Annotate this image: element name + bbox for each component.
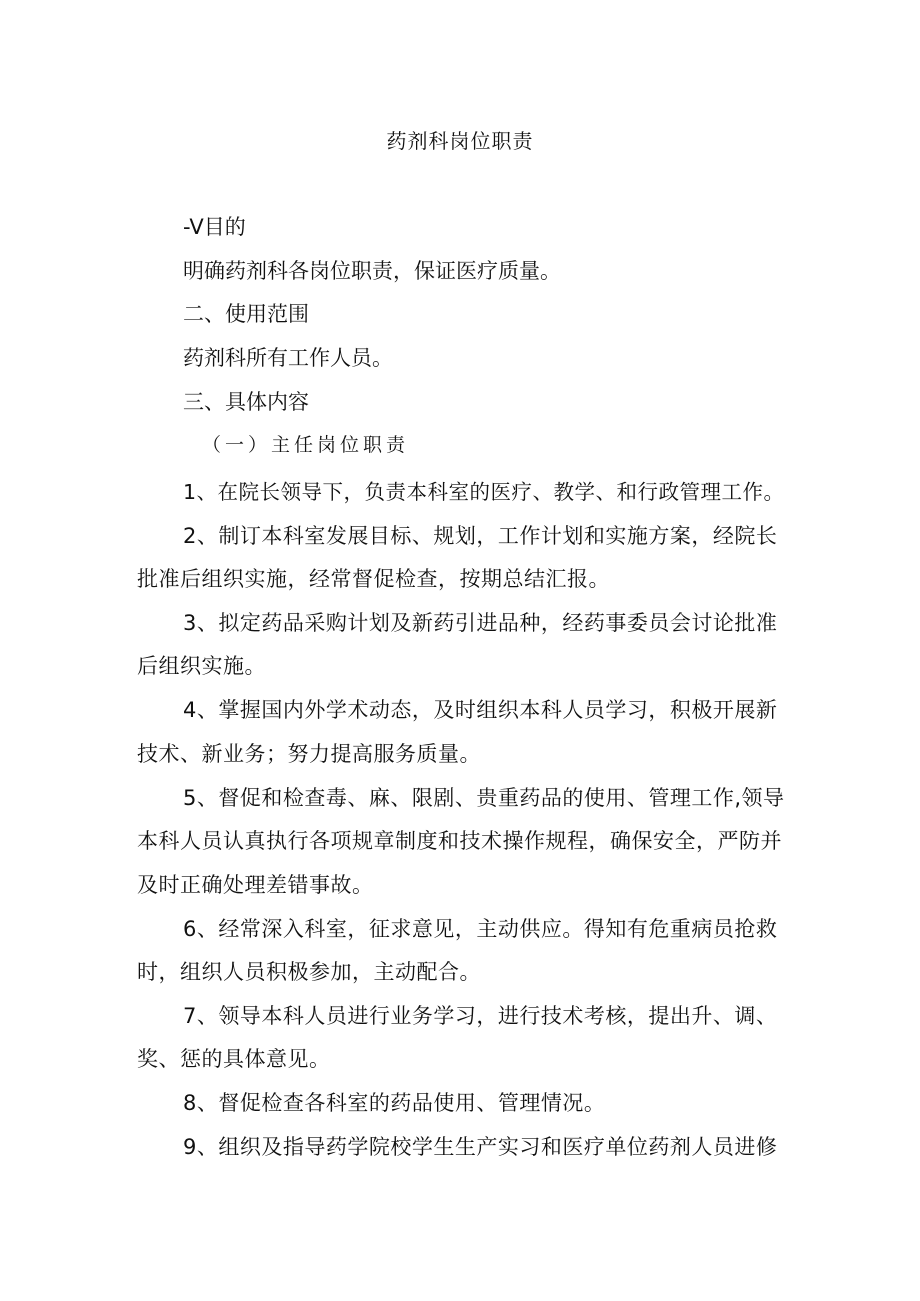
subsection-1-heading: （一）主任岗位职责 <box>202 434 410 456</box>
section-1-heading: -V目的 <box>183 215 246 239</box>
item-8: 8、督促检查各科室的药品使用、管理情况。 <box>183 1091 606 1115</box>
section-2-text: 药剂科所有工作人员。 <box>183 346 393 370</box>
section-1-text: 明确药剂科各岗位职责，保证医疗质量。 <box>183 259 561 283</box>
item-5-line-2: 本科人员认真执行各项规章制度和技术操作规程，确保安全，严防并 <box>137 829 782 853</box>
item-7-line-2: 奖、惩的具体意见。 <box>137 1047 331 1071</box>
item-7-line-1: 7、领导本科人员进行业务学习，进行技术考核，提出升、调、 <box>183 1004 778 1028</box>
item-3-line-1: 3、拟定药品采购计划及新药引进品种，经药事委员会讨论批准 <box>183 611 778 635</box>
section-2-heading: 二、使用范围 <box>183 302 309 326</box>
item-9-line-1: 9、组织及指导药学院校学生生产实习和医疗单位药剂人员进修 <box>183 1135 778 1159</box>
item-6-line-2: 时，组织人员积极参加，主动配合。 <box>137 960 481 984</box>
item-6-line-1: 6、经常深入科室，征求意见，主动供应。得知有危重病员抢救 <box>183 917 778 941</box>
item-5-line-3: 及时正确处理差错事故。 <box>137 873 374 897</box>
item-3-line-2: 后组织实施。 <box>137 654 266 678</box>
document-title: 药剂科岗位职责 <box>386 129 534 153</box>
item-4-line-1: 4、掌握国内外学术动态，及时组织本科人员学习，积极开展新 <box>183 698 778 722</box>
item-2-line-2: 批准后组织实施，经常督促检查，按期总结汇报。 <box>137 567 610 591</box>
section-3-heading: 三、具体内容 <box>183 390 309 414</box>
item-2-line-1: 2、制订本科室发展目标、规划，工作计划和实施方案，经院长 <box>183 524 778 548</box>
item-4-line-2: 技术、新业务；努力提高服务质量。 <box>137 742 481 766</box>
item-5-line-1: 5、督促和检查毒、麻、限剧、贵重药品的使用、管理工作,领导 <box>183 786 785 810</box>
item-1: 1、在院长领导下，负责本科室的医疗、教学、和行政管理工作。 <box>183 480 785 504</box>
